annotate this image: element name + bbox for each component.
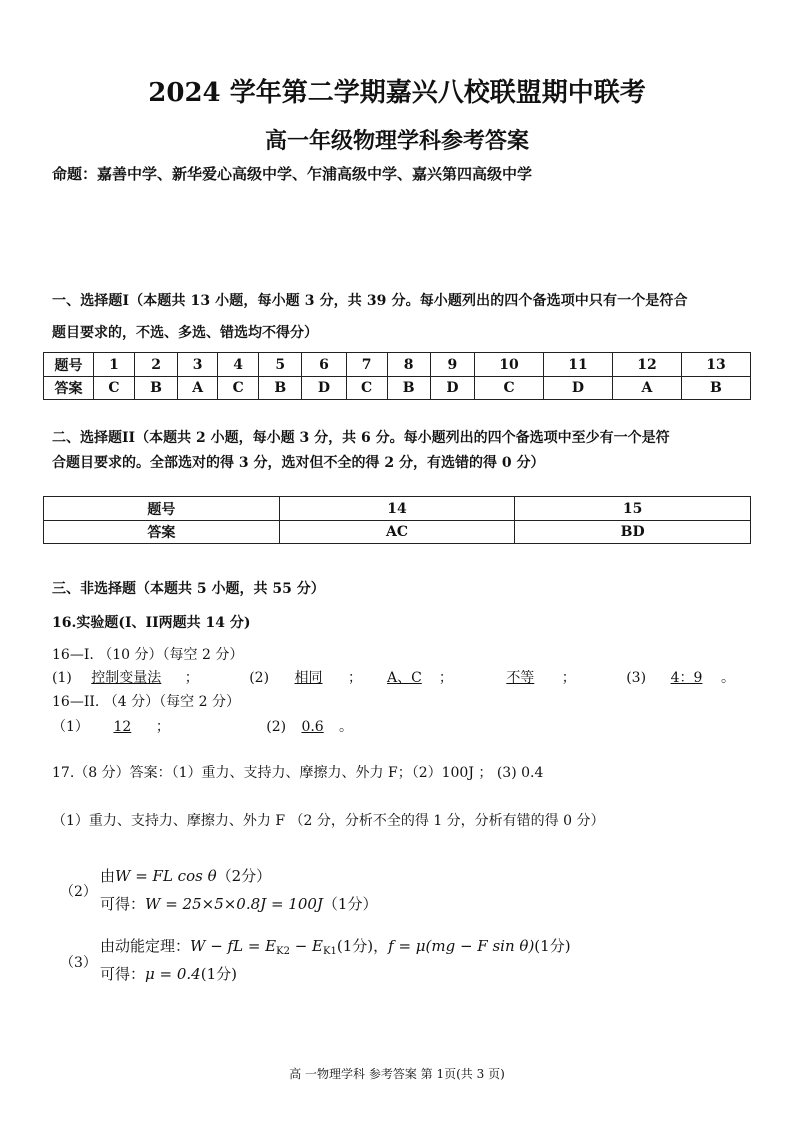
question-number: 15 bbox=[515, 497, 751, 521]
q16-2-answers bbox=[52, 716, 353, 736]
part-label: (2) bbox=[249, 670, 270, 686]
score: (1分) bbox=[200, 965, 237, 983]
answer-blank: 相同 bbox=[294, 670, 323, 686]
part-label: (2) bbox=[266, 719, 287, 735]
q16-1-answers bbox=[52, 667, 735, 687]
q17-part2-line1 bbox=[100, 865, 271, 886]
section1-heading-line1: 一、选择题I（本题共 13 小题，每小题 3 分，共 39 分。每小题列出的四个备选项中只有一个是符合 bbox=[52, 293, 688, 309]
question-number: 2 bbox=[134, 353, 177, 377]
answer-cell: B bbox=[259, 377, 302, 400]
q17-part2-label: （2） bbox=[60, 884, 97, 900]
q17-part1: （1）重力、支持力、摩擦力、外力 F （2 分，分析不全的得 1 分，分析有错的得 0 分） bbox=[52, 813, 605, 829]
answer-cell: C bbox=[218, 377, 259, 400]
authors-line: 命题：嘉善中学、新华爱心高级中学、乍浦高级中学、嘉兴第四高级中学 bbox=[52, 165, 533, 183]
page-footer: 高 一物理学科 参考答案 第 1页(共 3 页) bbox=[289, 1067, 505, 1081]
table-row bbox=[44, 377, 751, 400]
question-number: 5 bbox=[259, 353, 302, 377]
answer-cell: D bbox=[302, 377, 346, 400]
section3-heading: 三、非选择题（本题共 5 小题，共 55 分） bbox=[52, 581, 325, 597]
formula: W − fL = E bbox=[190, 937, 277, 955]
score: (1分) bbox=[336, 937, 374, 955]
answer-cell: B bbox=[387, 377, 430, 400]
separator: ； bbox=[155, 719, 170, 735]
subscript: K1 bbox=[323, 946, 337, 957]
question-number: 7 bbox=[346, 353, 387, 377]
section2-answer-table bbox=[43, 496, 751, 544]
answer-cell: AC bbox=[279, 521, 515, 544]
table-row bbox=[44, 497, 751, 521]
answer-cell: D bbox=[544, 377, 613, 400]
section1-answer-table bbox=[43, 352, 751, 400]
part-label: (3) bbox=[626, 670, 647, 686]
formula: f = μ(mg − F sin θ) bbox=[388, 937, 535, 955]
separator: ； bbox=[438, 670, 453, 686]
formula: W = FL cos θ bbox=[115, 867, 217, 885]
answer-blank: 4：9 bbox=[670, 670, 703, 686]
row-label-answer: 答案 bbox=[44, 521, 280, 544]
question-number: 4 bbox=[218, 353, 259, 377]
question-number: 13 bbox=[681, 353, 750, 377]
question-number: 9 bbox=[430, 353, 474, 377]
separator: 。 bbox=[339, 719, 354, 735]
question-number: 12 bbox=[612, 353, 681, 377]
part-label: (1) bbox=[52, 670, 72, 686]
answer-cell: D bbox=[430, 377, 474, 400]
formula: W = 25×5×0.8J = 100J bbox=[145, 895, 323, 913]
answer-cell: C bbox=[475, 377, 544, 400]
text-prefix: 可得： bbox=[100, 965, 146, 983]
answer-blank: 12 bbox=[113, 719, 132, 735]
answer-cell: C bbox=[346, 377, 387, 400]
q17-part2-line2 bbox=[100, 893, 377, 914]
q17-part3-line2 bbox=[100, 963, 237, 984]
q16-1-label: 16—I. （10 分）（每空 2 分） bbox=[52, 647, 244, 663]
question-number: 8 bbox=[387, 353, 430, 377]
text-prefix: 由 bbox=[100, 867, 116, 885]
part-label: （1） bbox=[52, 719, 89, 735]
separator: 。 bbox=[720, 670, 735, 686]
text-prefix: 由动能定理： bbox=[100, 937, 191, 955]
text-prefix: 可得： bbox=[100, 895, 146, 913]
separator: ； bbox=[347, 670, 362, 686]
table-row bbox=[44, 521, 751, 544]
separator: ； bbox=[561, 670, 576, 686]
section1-heading-line2: 题目要求的，不选、多选、错选均不得分） bbox=[52, 325, 318, 341]
score: （1分） bbox=[322, 895, 378, 913]
separator: ； bbox=[184, 670, 199, 686]
row-label-question: 题号 bbox=[44, 497, 280, 521]
score: （2分） bbox=[216, 867, 272, 885]
answer-blank: A、C bbox=[386, 670, 422, 686]
question-number: 6 bbox=[302, 353, 346, 377]
formula: μ = 0.4 bbox=[145, 965, 201, 983]
answer-cell: B bbox=[134, 377, 177, 400]
q17-part3-line1 bbox=[100, 935, 571, 957]
page-subtitle: 高一年级物理学科参考答案 bbox=[264, 128, 529, 154]
answer-cell: B bbox=[681, 377, 750, 400]
answer-cell: BD bbox=[515, 521, 751, 544]
score: (1分) bbox=[534, 937, 571, 955]
subscript: K2 bbox=[276, 946, 290, 957]
answer-cell: C bbox=[94, 377, 135, 400]
answer-cell: A bbox=[178, 377, 218, 400]
q16-heading: 16.实验题(I、II两题共 14 分) bbox=[52, 615, 251, 631]
q17-summary: 17.（8 分）答案：（1）重力、支持力、摩擦力、外力 F；（2）100J ； (3) 0.4 bbox=[52, 765, 544, 781]
question-number: 1 bbox=[94, 353, 135, 377]
row-label-answer: 答案 bbox=[44, 377, 94, 400]
row-label-question: 题号 bbox=[44, 353, 94, 377]
question-number: 11 bbox=[544, 353, 613, 377]
page-title: 2024 学年第二学期嘉兴八校联盟期中联考 bbox=[148, 78, 646, 108]
section2-heading-line1: 二、选择题II（本题共 2 小题，每小题 3 分，共 6 分。每小题列出的四个备选项中至少有一个是符 bbox=[52, 430, 670, 446]
question-number: 14 bbox=[279, 497, 515, 521]
answer-blank: 控制变量法 bbox=[91, 670, 162, 686]
question-number: 3 bbox=[178, 353, 218, 377]
question-number: 10 bbox=[475, 353, 544, 377]
separator: ， bbox=[373, 937, 389, 955]
q17-part3-label: （3） bbox=[60, 955, 97, 971]
formula: − E bbox=[289, 937, 324, 955]
answer-cell: A bbox=[612, 377, 681, 400]
answer-blank: 0.6 bbox=[301, 719, 324, 735]
table-row bbox=[44, 353, 751, 377]
section2-heading-line2: 合题目要求的。全部选对的得 3 分，选对但不全的得 2 分，有选错的得 0 分） bbox=[52, 455, 545, 471]
answer-blank: 不等 bbox=[506, 670, 535, 686]
q16-2-label: 16—II. （4 分）（每空 2 分） bbox=[52, 694, 240, 710]
